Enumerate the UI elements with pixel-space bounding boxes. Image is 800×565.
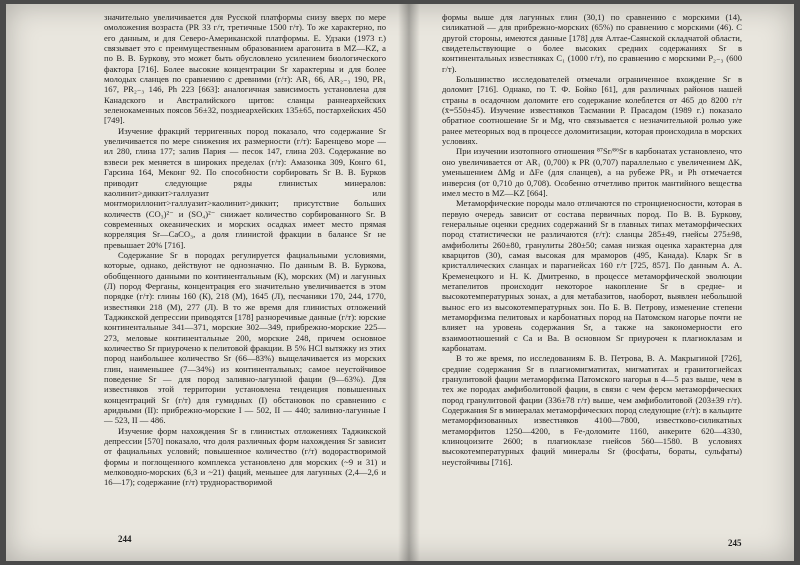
left-page [104, 12, 386, 488]
right-paragraph-5: В то же время, по исследованиям Б. В. Петрова, В. А. Макрыгиной [726], средние содержания Sr в плагиомигматитах, мигматитах и гранитогнейсах гранулитовой фации метаморфизма Патомского нагорья в 4—5 раз выше, чем в тех же породах амфиболитовой фации, в связи с чем ферсм метаморфических пород гранулитовой фации (336±78 г/т) выше, чем амфиболитовой (203±39 г/т). Содержания Sr в минералах метаморфических пород следующие (г/т): в кальците метаморфизованных известняков 4100—7800, известково-силикатных метаморфитов 1250—4200, в Fe-доломите 1160, анкерите 620—4330, клиноцоизите 2600; в плагиоклазе гнейсов 560—1580. В условиях высокотемпературных фаций минералы Sr (фосфаты, бораты, сульфаты) неустойчивы [716]. [442, 353, 742, 467]
book-gutter [398, 4, 420, 561]
left-paragraph-2: Изучение фракций терригенных пород показало, что содержание Sr увеличивается по мере снижения их размерности (г/т): Баренцево море — ил 280, глина 177; залив Пария — песок 147, глина 203. Содержание во взвеси рек меняется в широких пределах (г/т): Амазонка 309, Конго 61, Гарсина 164, Меконг 92. По способности сорбировать Sr В. В. Бурков приводит следующие ряды глинистых минералов: каолинит>диккит>галлуазит или монтмориллонит>галлуазит>каолинит>диккит; присутствие больших количеств (CO₃)²⁻ и (SO₄)²⁻ снижает количество сорбированного Sr. В современных океанических и морских осадках имеет место прямая корреляция Sr—CaCO₃, а доля глинистой фракции в балансе Sr не превышает 20% [716]. [104, 125, 386, 250]
left-paragraph-3: Содержание Sr в породах регулируется фациальными условиями, которые, однако, действуют не однозначно. По данным В. В. Буркова, обобщенного данными по континентальным (К), морских (М) и лагунных (Л) пород Ферганы, концентрация его значительно увеличивается в этом порядке (г/т): глины 160 (К), 218 (М), 1645 (Л), песчаники 170, 244, 1770, известняки 218 (М), 277 (Л). В то же время для глинистых отложений Таджикской депрессии приводятся [178] разноречивые данные (г/т): юрские континентальные 341—371, морские 302—349, прибрежно-морские 225—273, меловые континентальные 200, морские 248, причем основное количество Sr приурочено к пелитовой фракции. В 5% HCl вытяжку из этих пород наибольшее количество Sr (66—83%) выщелачивается из морских глин, наименьшее (7—34%) из континентальных; самое неустойчивое поведение Sr — для пород заливно-лагунной фации (9—63%). Для известняков этой территории установлена тенденция повышенных концентраций Sr (г/т) для гумидных (I) обстановок по сравнению с аридными (II): прибрежно-морские I — 502, II — 440; заливно-лагунные I — 523, II — 486. [104, 249, 386, 426]
right-paragraph-3: При изучении изотопного отношения ⁸⁷Sr/⁸⁶Sr в карбонатах установлено, что оно увеличивается от AR₁ (0,700) к PR (0,707) параллельно с увеличением ΔK, уменьшением ΔMg и ΔFe (для сланцев), а на рубеже PR₃ и Ph отмечается инверсия (от 0,710 до 0,708). Особенно отчетливо приток мантийного вещества имел место в MZ—KZ [664]. [442, 146, 742, 198]
right-paragraph-2: Большинство исследователей отмечали ограниченное вхождение Sr в доломит [716]. Однако, по Т. Ф. Бойко [61], для различных районов нашей страны в осадочном доломите его содержание колеблется от 465 до 8200 г/т (x̄=550±45). Изучение известняков Тасмании Р. Прасадом (1989 г.) показало обратное соотношение Sr и Mg, что связывается с незначительной ролью уже ранее метеорных вод в процессе доломитизации, которая происходила в морских условиях. [442, 74, 742, 147]
right-paragraph-4: Метаморфические породы мало отличаются по стронциеносности, которая в первую очередь зависит от состава первичных пород. По В. В. Буркову, генеральные оценки средних содержаний Sr в главных типах метаморфических пород статистически не различаются (г/т): сланцы 285±49, гнейсы 275±98, амфиболиты 260±80, гранулиты 280±50; самая низкая оценка характерна для кварцитов (30), самая высокая для мраморов (495, Канада). Кларк Sr в кристаллических сланцах и парагнейсах 160 г/т [725, 857]. По данным А. А. Кременецкого и Н. К. Дмитренко, в процессе метаморфической эволюции метапелитов происходит некоторое накопление Sr в средне- и высокотемпературных зонах, а для метабазитов, наоборот, выявлен небольшой вынос его из высокотемпературных зон. По Б. В. Петрову, изменение степени метаморфизма пелитовых и карбонатных пород на Патомском нагорье почти не влияет на уровень содержания Sr, а также на закономерности его взаимоотношений с Ca и Ba. В основном Sr приурочен к плагиоклазам и карбонатам. [442, 198, 742, 353]
right-paragraph-1: формы выше для лагунных глин (30,1) по сравнению с морскими (14), силикатной — для прибрежно-морских (65%) по сравнению с морскими (46). С другой стороны, имеются данные [178] для Алтае-Саянской складчатой области, свидетельствующие о более высоких средних содержаниях Sr в континентальных известняках C₁ (1000 г/т), по сравнению с морскими P₂₋₃ (600 г/т). [442, 12, 742, 74]
right-page [442, 12, 742, 467]
right-page-number: 245 [728, 538, 742, 548]
left-page-number: 244 [118, 534, 132, 544]
book-spread [6, 4, 794, 561]
left-paragraph-4: Изучение форм нахождения Sr в глинистых отложениях Таджикской депрессии [570] показало, что доля различных форм нахождения Sr зависит от фациальных условий; повышенное количество (г/т) водорастворимой формы и поглощенного комплекса установлено для морских (~9 и 31) и мелководно-морских (6,3 и ~21) фаций, меньшее для лагунных (2,4—2,6 и 16—17); содержание (г/т) труднорастворимой [104, 425, 386, 488]
left-paragraph-1: значительно увеличивается для Русской платформы снизу вверх по мере омоложения возраста (PR 33 г/т, третичные 1500 г/т). То же характерно, по его данным, и для Северо-Американской платформы. Е. Удзаки (1973 г.) связывает это с преимущественным образованием арагонита в MZ—KZ, а по В. В. Буркову, это может быть обусловлено усилением биологического фактора [716]. Более высокие концентрации Sr характерны и для более молодых сланцев по сравнению с древними (г/т): AR₁ 66, AR₂₋₃ 190, PR₁ 167, PR₂₋₃ 146, Ph 223 [663]: аналогичная зависимость установлена для Канадского и Австралийского щитов: сланцы раннеархейских зеленокаменных поясов 56±32, позднеархейских 135±65, постархейских 450 [749]. [104, 12, 386, 126]
